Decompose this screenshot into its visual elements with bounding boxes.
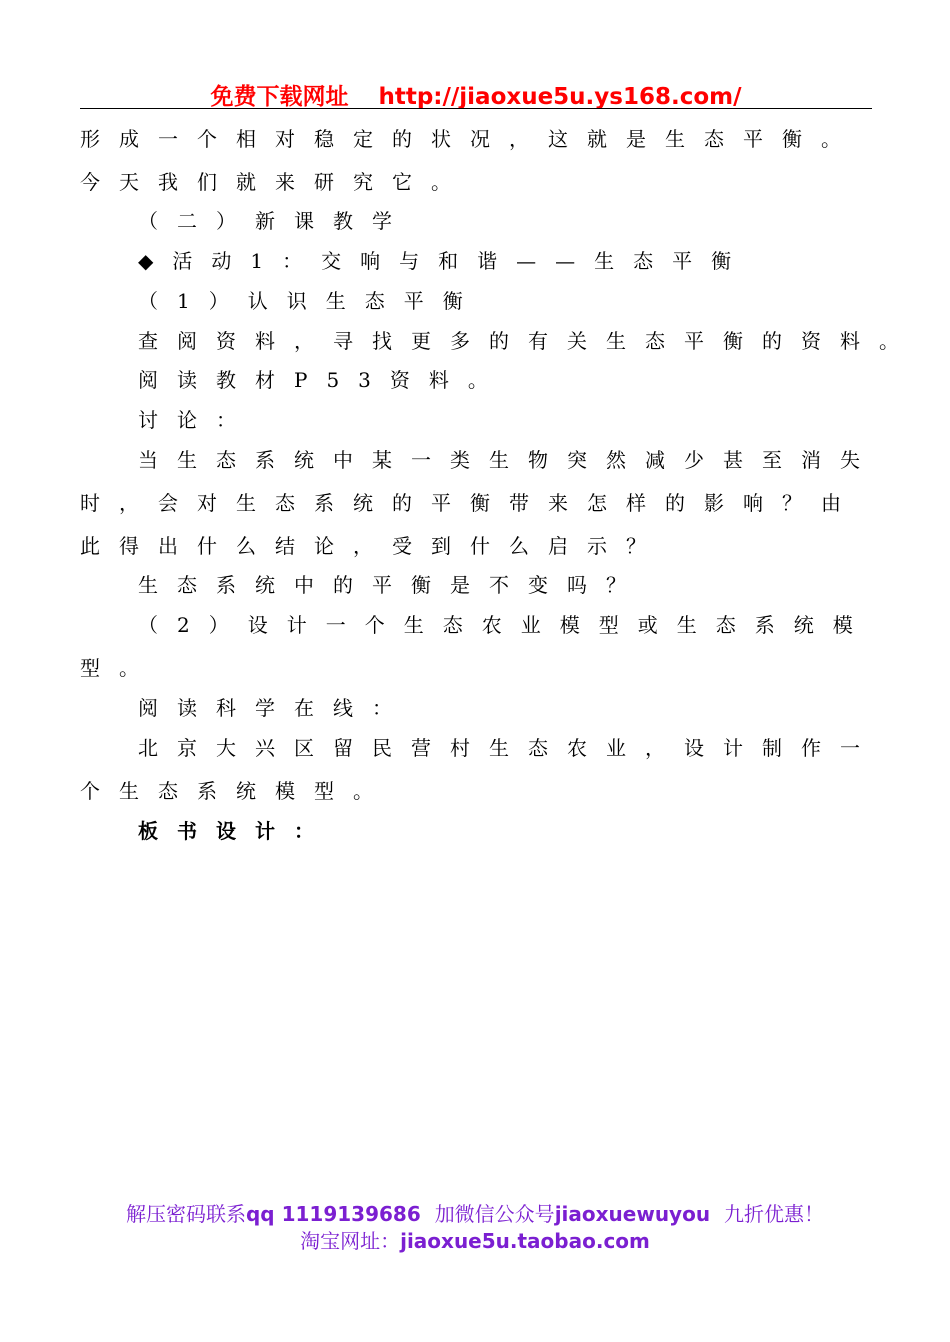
footer-discount: 九折优惠！ [724, 1202, 825, 1226]
discussion-question-line-3: 此得出什么结论，受到什么启示？ [80, 534, 665, 558]
section-heading-new-lesson: （二）新课教学 [138, 209, 411, 233]
header-divider [80, 108, 872, 109]
body-line-balance-question: 生态系统中的平衡是不变吗？ [138, 573, 645, 597]
board-design-heading: 板书设计： [138, 819, 333, 843]
subheading-understand-balance: （1）认识生态平衡 [138, 289, 482, 313]
footer-line-2 [0, 1225, 950, 1254]
footer-wechat-label: 加微信公众号 [434, 1202, 555, 1226]
header-url-link[interactable]: http://jiaoxue5u.ys168.com/ [378, 84, 742, 110]
footer-qq: qq 1119139686 [245, 1202, 421, 1226]
activity-1-heading: ◆活动1：交响与和谐——生态平衡 [138, 249, 751, 273]
discussion-question-line-1: 当生态系统中某一类生物突然减少甚至消失 [138, 448, 879, 472]
footer-taobao-label: 淘宝网址： [300, 1229, 401, 1253]
header-label: 免费下载网址 [210, 84, 349, 110]
discussion-label: 讨论： [138, 408, 255, 432]
download-header [80, 78, 872, 111]
body-line-1: 形成一个相对稳定的状况，这就是生态平衡。 [80, 127, 860, 151]
discussion-question-line-2: 时，会对生态系统的平衡带来怎样的影响？由 [80, 491, 860, 515]
footer-wechat-id: jiaoxuewuyou [554, 1202, 711, 1226]
footer-line-1 [0, 1198, 950, 1227]
subheading-design-model-line-2: 型。 [80, 656, 158, 680]
footer-password-label: 解压密码联系 [125, 1202, 246, 1226]
body-line-research: 查阅资料，寻找更多的有关生态平衡的资料。 [138, 329, 918, 353]
body-line-2: 今天我们就来研究它。 [80, 170, 470, 194]
body-line-read-textbook: 阅读教材P53资料。 [138, 368, 507, 392]
body-line-science-online: 阅读科学在线： [138, 696, 411, 720]
body-line-beijing-line-1: 北京大兴区留民营村生态农业，设计制作一 [138, 736, 879, 760]
subheading-design-model-line-1: （2）设计一个生态农业模型或生态系统模 [138, 613, 872, 637]
body-line-beijing-line-2: 个生态系统模型。 [80, 779, 392, 803]
footer-taobao-link[interactable]: jiaoxue5u.taobao.com [400, 1229, 650, 1253]
